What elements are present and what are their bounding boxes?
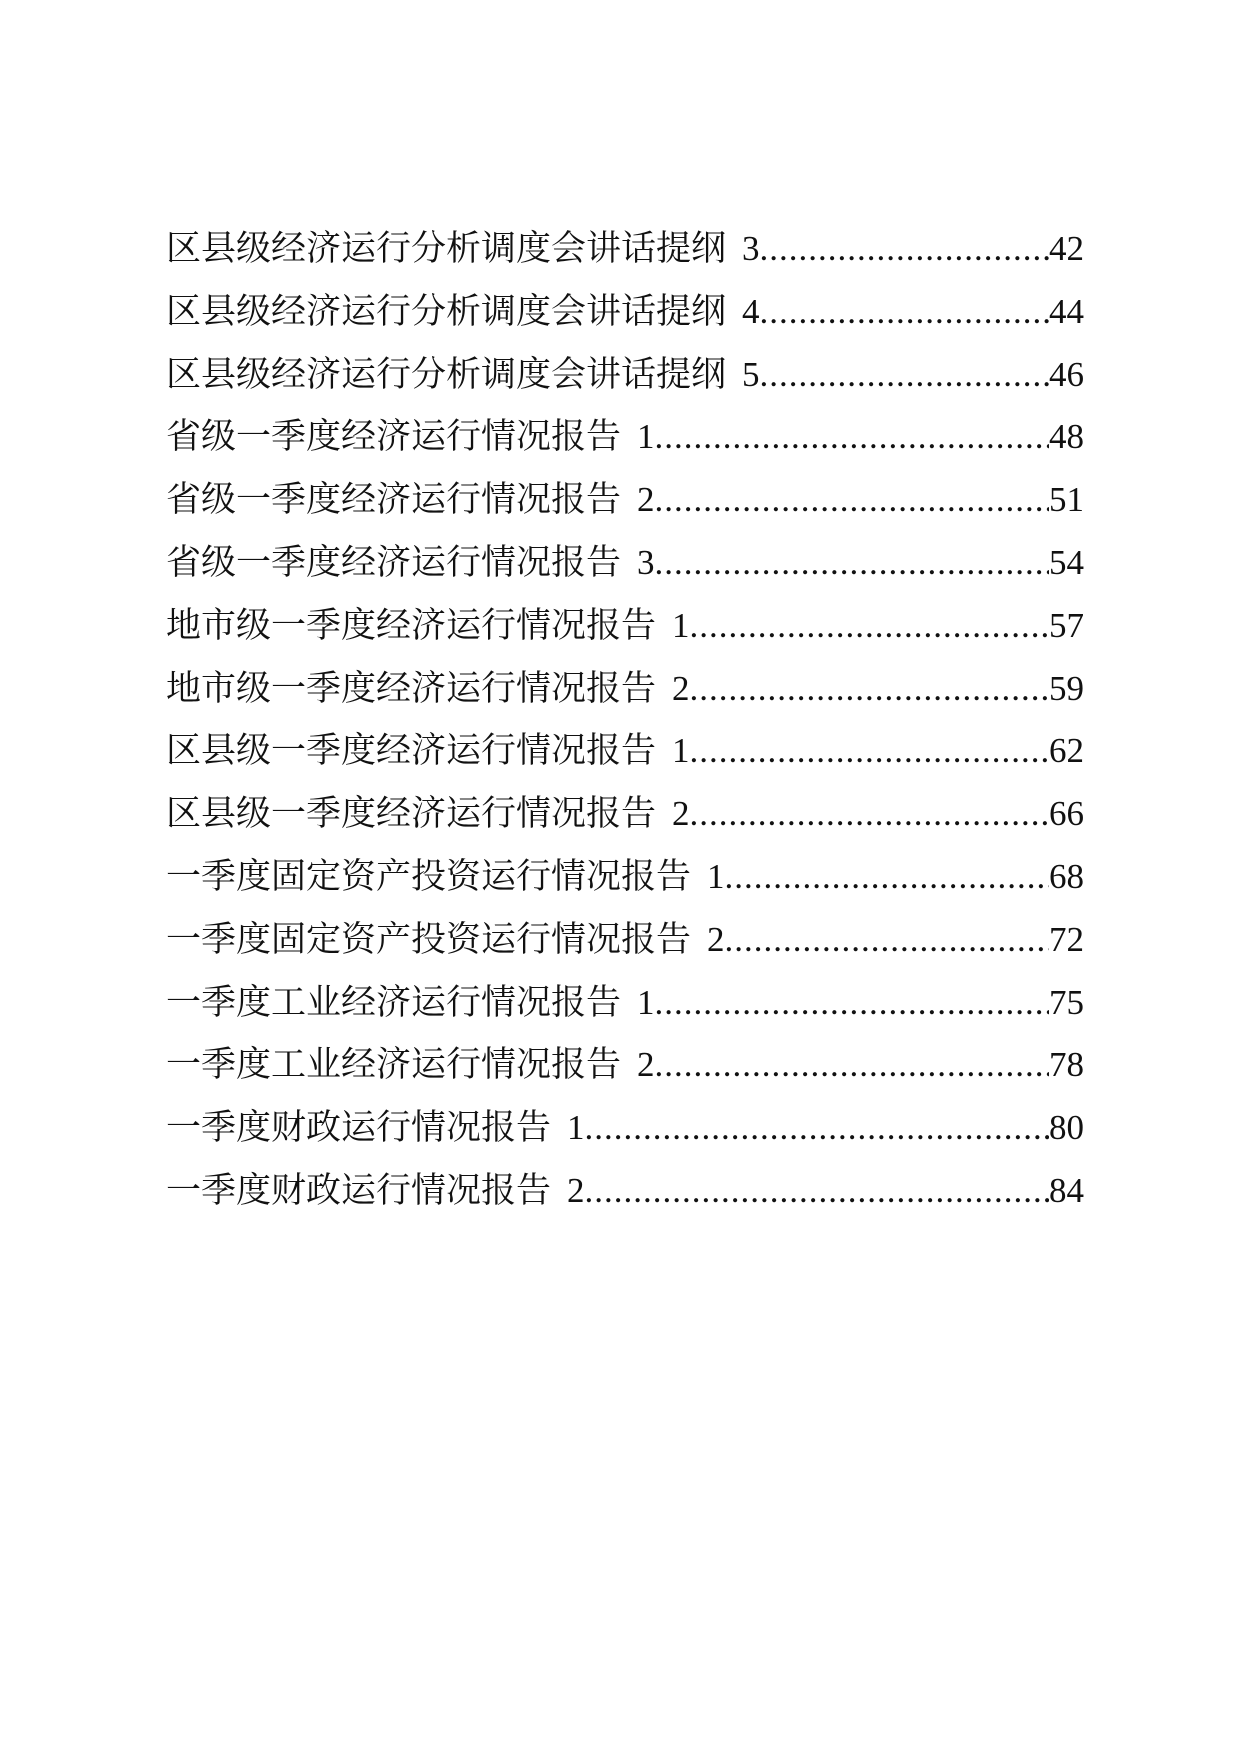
toc-entry-number: 2 (567, 1170, 585, 1210)
toc-entry[interactable] (166, 972, 1084, 1035)
toc-entry-title: 一季度财政运行情况报告 (166, 1108, 552, 1149)
toc-entry-number: 2 (672, 794, 690, 834)
toc-entry-title: 地市级一季度经济运行情况报告 (166, 605, 657, 646)
toc-entry-number: 1 (707, 856, 725, 896)
toc-entry-title: 省级一季度经济运行情况报告 (166, 542, 622, 583)
toc-leader-dots (655, 469, 1049, 532)
toc-leader-dots (760, 218, 1049, 281)
toc-entry-title: 区县级经济运行分析调度会讲话提纲 (166, 354, 727, 395)
toc-entry[interactable] (166, 281, 1084, 344)
toc-entry-page: 80 (1049, 1108, 1084, 1148)
toc-leader-dots (655, 972, 1049, 1035)
toc-entry-page: 62 (1049, 731, 1084, 771)
toc-entry[interactable] (166, 783, 1084, 846)
table-of-contents (166, 218, 1084, 1223)
toc-entry[interactable] (166, 846, 1084, 909)
toc-entry-title: 省级一季度经济运行情况报告 (166, 480, 622, 521)
toc-leader-dots (655, 1034, 1049, 1097)
toc-leader-dots (760, 281, 1049, 344)
toc-entry-number: 2 (637, 1045, 655, 1085)
toc-entry-title: 区县级经济运行分析调度会讲话提纲 (166, 229, 727, 269)
toc-entry-title: 一季度财政运行情况报告 (166, 1170, 552, 1211)
toc-entry-page: 75 (1049, 982, 1084, 1022)
toc-leader-dots (725, 846, 1049, 909)
toc-entry-number: 1 (567, 1108, 585, 1148)
toc-entry-page: 57 (1049, 605, 1084, 645)
toc-entry-title: 一季度工业经济运行情况报告 (166, 1045, 622, 1086)
toc-leader-dots (655, 406, 1049, 469)
toc-entry[interactable] (166, 532, 1084, 595)
toc-entry-number: 3 (742, 229, 760, 268)
toc-entry-number: 3 (637, 542, 655, 582)
toc-leader-dots (655, 532, 1049, 595)
toc-entry[interactable] (166, 1034, 1084, 1097)
toc-entry-page: 72 (1049, 919, 1084, 959)
toc-entry-page: 48 (1049, 417, 1084, 457)
toc-entry-number: 4 (742, 291, 760, 331)
toc-leader-dots (690, 720, 1049, 783)
toc-entry-number: 2 (672, 668, 690, 708)
toc-entry[interactable] (166, 595, 1084, 658)
toc-entry-title: 一季度工业经济运行情况报告 (166, 982, 622, 1023)
toc-entry[interactable] (166, 658, 1084, 721)
toc-entry-page: 68 (1049, 856, 1084, 896)
toc-leader-dots (725, 909, 1049, 972)
toc-leader-dots (585, 1160, 1049, 1223)
toc-entry-page: 46 (1049, 354, 1084, 394)
toc-entry[interactable] (166, 1160, 1084, 1223)
toc-entry[interactable] (166, 344, 1084, 407)
toc-entry-number: 1 (672, 731, 690, 771)
toc-entry-title: 区县级经济运行分析调度会讲话提纲 (166, 291, 727, 332)
toc-entry[interactable] (166, 1097, 1084, 1160)
toc-leader-dots (760, 344, 1049, 407)
toc-entry-page: 66 (1049, 794, 1084, 834)
toc-entry-page: 59 (1049, 668, 1084, 708)
toc-entry-page: 51 (1049, 480, 1084, 520)
toc-leader-dots (690, 595, 1049, 658)
toc-entry-page: 42 (1049, 229, 1084, 268)
toc-entry-title: 区县级一季度经济运行情况报告 (166, 794, 657, 835)
toc-entry-number: 1 (637, 982, 655, 1022)
toc-entry-title: 一季度固定资产投资运行情况报告 (166, 919, 692, 960)
toc-entry-number: 2 (637, 480, 655, 520)
toc-entry-title: 地市级一季度经济运行情况报告 (166, 668, 657, 709)
toc-entry-title: 区县级一季度经济运行情况报告 (166, 731, 657, 772)
toc-entry-page: 44 (1049, 291, 1084, 331)
toc-entry-number: 1 (637, 417, 655, 457)
toc-entry[interactable] (166, 406, 1084, 469)
toc-entry-page: 84 (1049, 1170, 1084, 1210)
toc-leader-dots (585, 1097, 1049, 1160)
toc-entry-title: 一季度固定资产投资运行情况报告 (166, 856, 692, 897)
toc-entry-number: 2 (707, 919, 725, 959)
toc-leader-dots (690, 658, 1049, 721)
toc-entry-page: 54 (1049, 542, 1084, 582)
toc-entry[interactable] (166, 218, 1084, 281)
toc-leader-dots (690, 783, 1049, 846)
toc-entry-number: 1 (672, 605, 690, 645)
toc-entry[interactable] (166, 909, 1084, 972)
toc-entry[interactable] (166, 469, 1084, 532)
toc-entry-number: 5 (742, 354, 760, 394)
toc-entry-title: 省级一季度经济运行情况报告 (166, 417, 622, 458)
toc-entry[interactable] (166, 720, 1084, 783)
toc-entry-page: 78 (1049, 1045, 1084, 1085)
